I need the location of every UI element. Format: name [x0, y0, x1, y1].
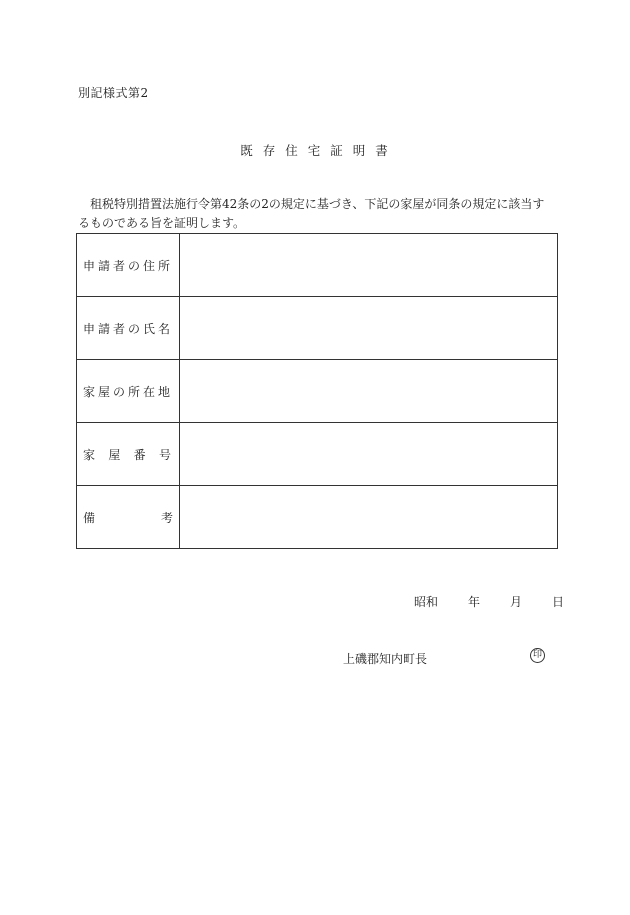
label-applicant-address: 申請者の住所 — [83, 258, 174, 273]
document-title: 既存住宅証明書 — [240, 143, 398, 158]
certificate-table — [76, 233, 558, 549]
label-char: 考 — [161, 510, 174, 525]
table-row-applicant-name — [77, 297, 558, 360]
label-cell — [77, 234, 180, 297]
label-house-number — [83, 446, 173, 463]
label-cell — [77, 423, 180, 486]
intro-line-2: るものである旨を証明します。 — [78, 216, 246, 230]
label-char: 屋 — [108, 447, 121, 462]
label-char: 号 — [158, 447, 171, 462]
label-cell — [77, 360, 180, 423]
label-house-location: 家屋の所在地 — [83, 384, 174, 399]
date-day-unit: 日 — [552, 595, 565, 609]
table-row-applicant-address — [77, 234, 558, 297]
date-line — [414, 593, 564, 610]
value-remarks[interactable] — [180, 486, 558, 549]
intro-line-1: 租税特別措置法施行令第42条の2の規定に基づき、下記の家屋が同条の規定に該当す — [90, 197, 545, 211]
table-row-remarks — [77, 486, 558, 549]
value-house-number[interactable] — [180, 423, 558, 486]
label-char: 番 — [133, 447, 146, 462]
label-cell — [77, 297, 180, 360]
value-applicant-address[interactable] — [180, 234, 558, 297]
value-house-location[interactable] — [180, 360, 558, 423]
label-char: 備 — [83, 510, 96, 525]
value-applicant-name[interactable] — [180, 297, 558, 360]
form-number: 別記様式第2 — [78, 86, 149, 100]
label-applicant-name: 申請者の氏名 — [83, 321, 174, 336]
label-cell — [77, 486, 180, 549]
table-row-house-location — [77, 360, 558, 423]
issuer-name: 上磯郡知内町長 — [343, 652, 428, 666]
intro-paragraph — [78, 195, 560, 233]
date-year-unit: 年 — [468, 595, 481, 609]
label-char: 家 — [83, 447, 96, 462]
date-era: 昭和 — [414, 595, 439, 609]
table-row-house-number — [77, 423, 558, 486]
seal-icon: 印 — [530, 648, 545, 663]
label-remarks — [83, 509, 173, 526]
date-month-unit: 月 — [510, 595, 523, 609]
